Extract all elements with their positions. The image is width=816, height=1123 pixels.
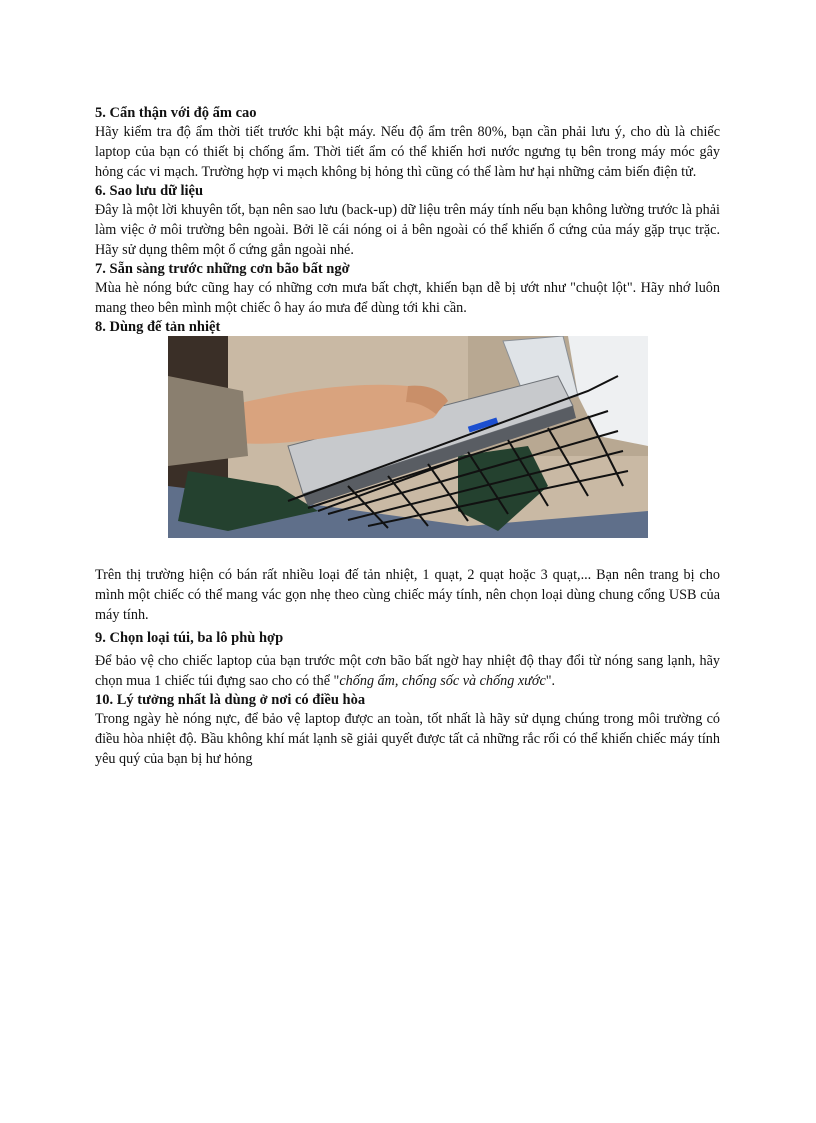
section-8-heading: 8. Dùng đế tản nhiệt: [95, 319, 221, 335]
article-content: [95, 104, 720, 769]
section-5-heading: 5. Cẩn thận với độ ẩm cao: [95, 105, 257, 121]
section-8-body: Trên thị trường hiện có bán rất nhiều loại đế tản nhiệt, 1 quạt, 2 quạt hoặc 3 quạt,... Bạn nên trang bị cho mình một chiếc có thể mang vác gọn nhẹ theo cùng chiếc máy tính, nên chọn loại dùng chung cổng USB của máy tính.: [95, 567, 720, 623]
laptop-cooling-stand-photo: [168, 336, 648, 538]
section-9-body-italic: chống ẩm, chống sốc và chống xước: [339, 673, 546, 689]
section-7-heading: 7. Sẵn sàng trước những cơn bão bất ngờ: [95, 261, 350, 277]
section-9-body-text: Để bảo vệ cho chiếc laptop của bạn trước một cơn bão bất ngờ hay nhiệt độ thay đổi từ nóng sang lạnh, hãy chọn mua 1 chiếc túi đựng sao cho có thể ": [95, 653, 720, 689]
section-9-body-end: ".: [545, 673, 556, 689]
spacer: [95, 538, 720, 565]
section-6-body: Đây là một lời khuyên tốt, bạn nên sao lưu (back-up) dữ liệu trên máy tính nếu bạn không lường trước là phải làm việc ở môi trường bên ngoài. Bởi lẽ cái nóng oi ả bên ngoài có thể khiến ổ cứng của máy gặp trục trặc. Hãy sử dụng thêm một ổ cứng gắn ngoài nhé.: [95, 202, 720, 258]
laptop-on-cooling-stand-photo-icon: [168, 336, 648, 538]
section-10-body: Trong ngày hè nóng nực, để bảo vệ laptop được an toàn, tốt nhất là hãy sử dụng chúng trong môi trường có điều hòa nhiệt độ. Bầu không khí mát lạnh sẽ giải quyết được tất cả những rắc rối có thể khiến chiếc máy tính yêu quý của bạn bị hư hỏng: [95, 711, 720, 767]
section-9-heading: 9. Chọn loại túi, ba lô phù hợp: [95, 630, 284, 646]
section-9-body: [95, 651, 720, 691]
section-6-heading: 6. Sao lưu dữ liệu: [95, 183, 204, 199]
section-10-heading: 10. Lý tưởng nhất là dùng ở nơi có điều hòa: [95, 692, 366, 708]
section-5-body: Hãy kiểm tra độ ẩm thời tiết trước khi bật máy. Nếu độ ẩm trên 80%, bạn cần phải lưu ý, cho dù là chiếc laptop của bạn có thiết bị chống ẩm. Thời tiết ẩm có thể khiến hơi nước ngưng tụ bên trong máy móc gây hỏng các vi mạch. Trường hợp vi mạch không bị hỏng thì cũng có thể làm hư hại những cảm biến điện tử.: [95, 124, 720, 180]
section-7-body: Mùa hè nóng bức cũng hay có những cơn mưa bất chợt, khiến bạn dễ bị ướt như "chuột lột". Hãy nhớ luôn mang theo bên mình một chiếc ô hay áo mưa để dùng tới khi cần.: [95, 280, 720, 316]
